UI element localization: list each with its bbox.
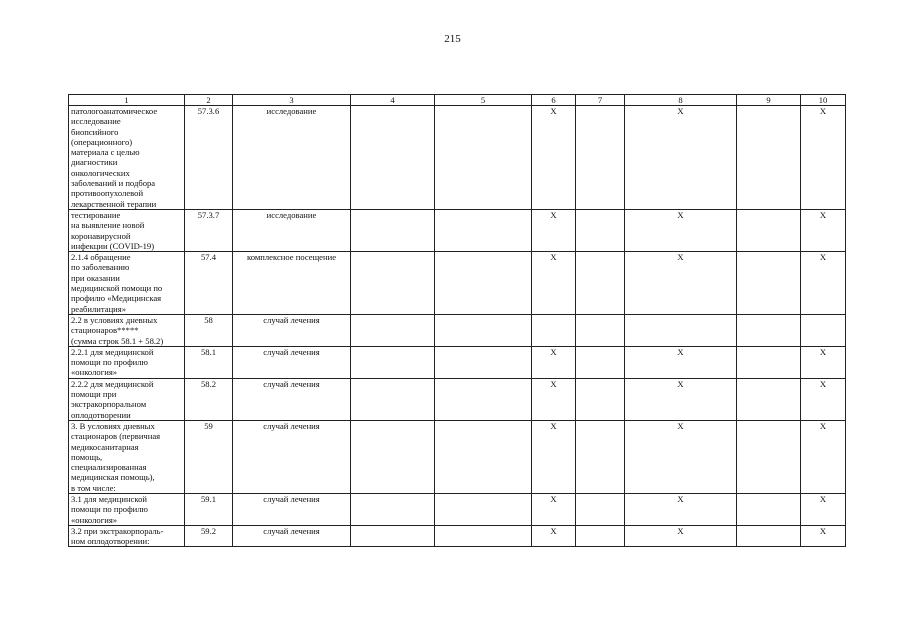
row-unit: исследование	[233, 106, 351, 210]
row-indicator-name	[69, 314, 185, 346]
cell-col-5	[435, 314, 532, 346]
cell-col-6: X	[532, 525, 576, 547]
cell-col-10: X	[801, 209, 846, 251]
cell-col-6: X	[532, 420, 576, 493]
indicator-line: 2.1.4 обращение	[71, 252, 131, 263]
cell-col-7	[576, 209, 625, 251]
table-row	[69, 106, 846, 210]
column-header: 6	[532, 95, 576, 106]
cell-col-6: X	[532, 106, 576, 210]
cell-col-7	[576, 346, 625, 378]
cell-col-10: X	[801, 525, 846, 547]
indicator-line: помощи по профилю	[71, 504, 148, 515]
cell-col-4	[351, 314, 435, 346]
cell-col-9	[737, 493, 801, 525]
indicator-line: профилю «Медицинская	[71, 293, 162, 304]
indicator-line: диагностики	[71, 157, 118, 168]
table-row	[69, 420, 846, 493]
table-row	[69, 252, 846, 315]
indicator-line: тестирование	[71, 209, 121, 220]
column-header: 1	[69, 95, 185, 106]
table-row	[69, 525, 846, 547]
column-header: 9	[737, 95, 801, 106]
indicator-line: «онкология»	[71, 514, 118, 525]
row-code: 58.2	[185, 378, 233, 420]
cell-col-6: X	[532, 378, 576, 420]
cell-col-9	[737, 378, 801, 420]
cell-col-8: X	[625, 252, 737, 315]
row-indicator-name	[69, 252, 185, 315]
cell-col-5	[435, 209, 532, 251]
cell-col-5	[435, 252, 532, 315]
row-unit: случай лечения	[233, 525, 351, 547]
column-header: 7	[576, 95, 625, 106]
indicator-line: материала с целью	[71, 147, 140, 158]
row-indicator-name	[69, 346, 185, 378]
column-header: 2	[185, 95, 233, 106]
row-unit: случай лечения	[233, 346, 351, 378]
row-code: 57.3.6	[185, 106, 233, 210]
cell-col-7	[576, 493, 625, 525]
indicator-line: медикосанитарная	[71, 441, 139, 452]
cell-col-7	[576, 106, 625, 210]
cell-col-4	[351, 106, 435, 210]
indicator-line: онкологических	[71, 167, 130, 178]
cell-col-7	[576, 420, 625, 493]
cell-col-8: X	[625, 493, 737, 525]
row-indicator-name	[69, 525, 185, 547]
row-unit: случай лечения	[233, 420, 351, 493]
cell-col-7	[576, 252, 625, 315]
row-unit: исследование	[233, 209, 351, 251]
cell-col-10: X	[801, 346, 846, 378]
cell-col-7	[576, 525, 625, 547]
cell-col-9	[737, 209, 801, 251]
cell-col-8: X	[625, 525, 737, 547]
cell-col-10: X	[801, 378, 846, 420]
cell-col-10: X	[801, 106, 846, 210]
indicator-line: стационаров (первичная	[71, 431, 161, 442]
indicator-line: оплодотворении	[71, 409, 131, 420]
cell-col-8	[625, 314, 737, 346]
row-indicator-name	[69, 106, 185, 210]
cell-col-6: X	[532, 346, 576, 378]
indicator-line: 2.2 в условиях дневных	[71, 314, 158, 325]
cell-col-4	[351, 525, 435, 547]
cell-col-8: X	[625, 420, 737, 493]
indicator-line: заболеваний и подбора	[71, 178, 156, 189]
row-code: 59	[185, 420, 233, 493]
cell-col-10: X	[801, 420, 846, 493]
table-row	[69, 493, 846, 525]
table-row	[69, 209, 846, 251]
cell-col-9	[737, 106, 801, 210]
indicator-line: 3.1 для медицинской	[71, 493, 148, 504]
indicator-line: биопсийного	[71, 126, 119, 137]
row-code: 57.3.7	[185, 209, 233, 251]
row-unit: случай лечения	[233, 493, 351, 525]
column-number-row	[69, 95, 846, 106]
indicator-line: «онкология»	[71, 367, 118, 378]
column-header: 4	[351, 95, 435, 106]
cell-col-9	[737, 252, 801, 315]
indicator-line: (сумма строк 58.1 + 58.2)	[71, 335, 164, 346]
indicator-line: медицинской помощи по	[71, 283, 163, 294]
column-header: 3	[233, 95, 351, 106]
cell-col-6: X	[532, 209, 576, 251]
cell-col-8: X	[625, 209, 737, 251]
cell-col-8: X	[625, 106, 737, 210]
cell-col-4	[351, 378, 435, 420]
indicator-line: 3.2 при экстракорпораль-	[71, 525, 164, 536]
indicator-line: патологоанатомическое	[71, 106, 158, 116]
cell-col-4	[351, 346, 435, 378]
column-header: 8	[625, 95, 737, 106]
row-indicator-name	[69, 209, 185, 251]
indicator-line: противоопухолевой	[71, 188, 144, 199]
cell-col-5	[435, 378, 532, 420]
cell-col-6: X	[532, 493, 576, 525]
table-row	[69, 378, 846, 420]
indicator-line: 3. В условиях дневных	[71, 420, 155, 431]
cell-col-4	[351, 493, 435, 525]
indicator-line: по заболеванию	[71, 262, 130, 273]
indicator-line: инфекции (COVID-19)	[71, 240, 155, 251]
cell-col-8: X	[625, 378, 737, 420]
cell-col-9	[737, 525, 801, 547]
cell-col-9	[737, 314, 801, 346]
cell-col-4	[351, 209, 435, 251]
indicator-line: 2.2.1 для медицинской	[71, 346, 154, 357]
cell-col-7	[576, 378, 625, 420]
table-row	[69, 314, 846, 346]
cell-col-8: X	[625, 346, 737, 378]
row-unit: комплексное посещение	[233, 252, 351, 315]
indicator-line: (операционного)	[71, 136, 133, 147]
cell-col-5	[435, 525, 532, 547]
indicator-line: медицинская помощь),	[71, 472, 155, 483]
indicator-line: в том числе:	[71, 482, 116, 493]
indicator-line: коронавирусной	[71, 230, 131, 241]
indicator-line: помощь,	[71, 451, 103, 462]
cell-col-10: X	[801, 493, 846, 525]
row-code: 59.2	[185, 525, 233, 547]
row-code: 59.1	[185, 493, 233, 525]
table-row	[69, 346, 846, 378]
indicator-line: стационаров*****	[71, 325, 139, 336]
cell-col-5	[435, 346, 532, 378]
indicator-line: реабилитация»	[71, 303, 127, 314]
cell-col-9	[737, 346, 801, 378]
cell-col-4	[351, 420, 435, 493]
cell-col-6	[532, 314, 576, 346]
row-code: 58.1	[185, 346, 233, 378]
indicator-line: экстракорпоральном	[71, 399, 147, 410]
cell-col-9	[737, 420, 801, 493]
indicator-line: специализированная	[71, 462, 147, 473]
cell-col-7	[576, 314, 625, 346]
column-header: 10	[801, 95, 846, 106]
indicator-line: помощи по профилю	[71, 357, 148, 368]
indicator-line: 2.2.2 для медицинской	[71, 378, 154, 389]
row-unit: случай лечения	[233, 378, 351, 420]
cell-col-6: X	[532, 252, 576, 315]
indicator-line: лекарственной терапии	[71, 198, 157, 209]
table-body	[69, 106, 846, 547]
cell-col-4	[351, 252, 435, 315]
indicator-line: ном оплодотворении:	[71, 536, 150, 547]
column-header: 5	[435, 95, 532, 106]
data-table	[68, 94, 846, 547]
row-unit: случай лечения	[233, 314, 351, 346]
row-indicator-name	[69, 378, 185, 420]
cell-col-5	[435, 106, 532, 210]
indicator-line: помощи при	[71, 389, 117, 400]
indicator-line: при оказании	[71, 272, 120, 283]
indicator-line: на выявление новой	[71, 220, 145, 231]
cell-col-10	[801, 314, 846, 346]
row-indicator-name	[69, 493, 185, 525]
cell-col-5	[435, 420, 532, 493]
row-code: 58	[185, 314, 233, 346]
row-indicator-name	[69, 420, 185, 493]
indicator-line: исследование	[71, 116, 121, 127]
cell-col-5	[435, 493, 532, 525]
cell-col-10: X	[801, 252, 846, 315]
page-number: 215	[444, 33, 461, 45]
row-code: 57.4	[185, 252, 233, 315]
